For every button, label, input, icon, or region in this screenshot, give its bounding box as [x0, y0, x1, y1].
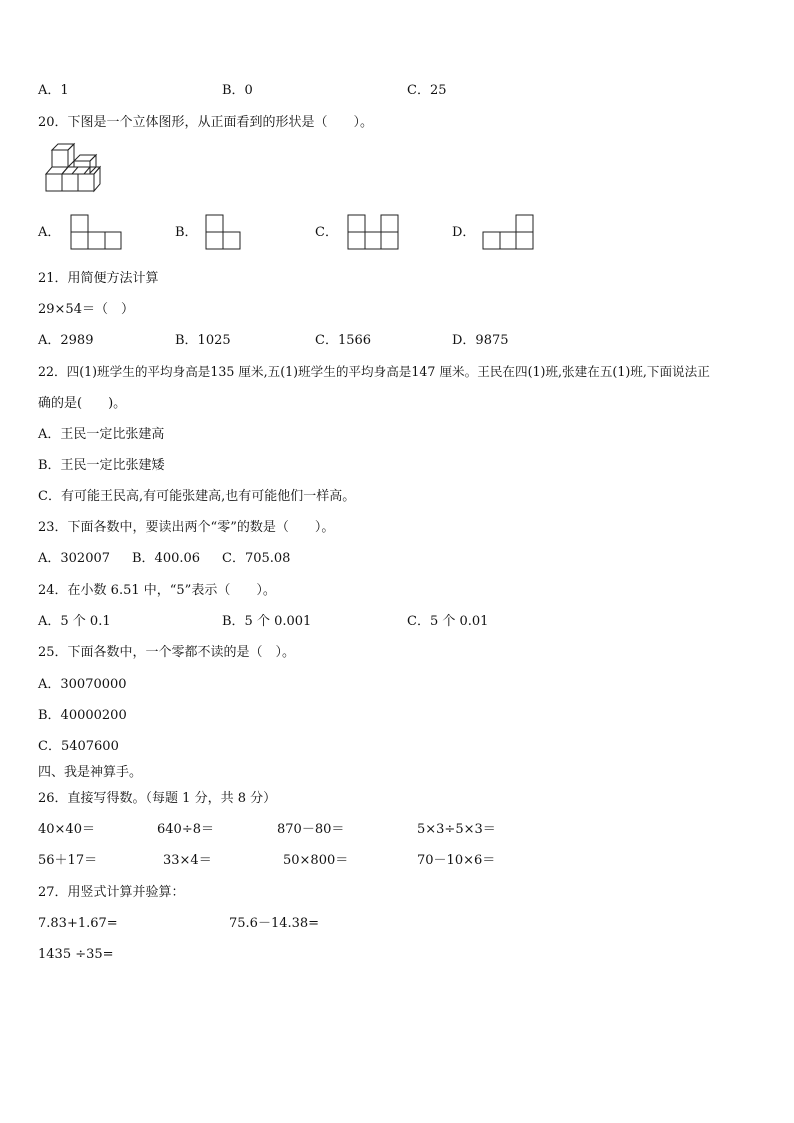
q24-option-c: C．5 个 0.01 — [407, 614, 489, 629]
section-4-title: 四、我是神算手。 — [38, 765, 143, 780]
q22-option-a: A．王民一定比张建高 — [38, 427, 165, 442]
q22-stem-line1: 22．四(1)班学生的平均身高是135 厘米,五(1)班学生的平均身高是147 厘米。王民在四(1)班,张建在五(1)班,下面说法正 — [38, 364, 710, 379]
q19-option-b: B．0 — [222, 83, 253, 98]
q26-item-5: 56＋17＝ — [38, 853, 98, 868]
q20-option-c-label: C． — [315, 225, 338, 240]
q27-item-3: 1435 ÷35= — [38, 947, 114, 962]
q23-option-c: C．705.08 — [222, 551, 291, 566]
q27-stem: 27．用竖式计算并验算： — [38, 885, 185, 900]
q21-option-b: B．1025 — [175, 333, 231, 348]
q24-option-b: B．5 个 0.001 — [222, 614, 312, 629]
q25-option-a: A．30070000 — [38, 677, 127, 692]
q21-option-c: C．1566 — [315, 333, 372, 348]
q26-stem: 26．直接写得数。（每题 1 分，共 8 分） — [38, 791, 277, 806]
q23-option-a: A．302007 — [38, 551, 111, 566]
q21-expression: 29×54＝（ ） — [38, 302, 134, 317]
q26-item-8: 70－10×6＝ — [417, 853, 496, 868]
q21-option-a: A．2989 — [38, 333, 94, 348]
q26-item-3: 870－80＝ — [277, 822, 345, 837]
q19-option-a: A．1 — [38, 83, 69, 98]
q22-option-b: B．王民一定比张建矮 — [38, 458, 165, 473]
q20-option-b-shape — [205, 214, 241, 250]
q26-item-2: 640÷8＝ — [157, 822, 214, 837]
q23-option-b: B．400.06 — [132, 551, 201, 566]
q24-stem: 24．在小数 6.51 中，“5”表示（ ）。 — [38, 583, 276, 598]
q24-option-a: A．5 个 0.1 — [38, 614, 111, 629]
q21-option-d: D．9875 — [452, 333, 509, 348]
q22-stem-line2: 确的是( )。 — [38, 396, 127, 411]
q20-option-a-shape — [70, 214, 122, 250]
q20-option-d-shape — [482, 214, 534, 250]
q20-option-a-label: A． — [38, 225, 61, 240]
q27-item-2: 75.6－14.38= — [229, 916, 320, 931]
q22-option-c: C．有可能王民高,有可能张建高,也有可能他们一样高。 — [38, 489, 356, 504]
q25-option-c: C．5407600 — [38, 739, 119, 754]
q20-option-d-label: D． — [452, 225, 476, 240]
q19-option-c: C．25 — [407, 83, 447, 98]
q20-stem: 20．下图是一个立体图形，从正面看到的形状是（ ）。 — [38, 115, 374, 130]
q26-item-1: 40×40＝ — [38, 822, 95, 837]
q26-item-6: 33×4＝ — [163, 853, 212, 868]
q26-item-4: 5×3÷5×3＝ — [417, 822, 496, 837]
q25-stem: 25．下面各数中，一个零都不读的是（ ）。 — [38, 645, 296, 660]
q25-option-b: B．40000200 — [38, 708, 127, 723]
q20-option-b-label: B． — [175, 225, 198, 240]
q21-stem: 21．用简便方法计算 — [38, 271, 159, 286]
q20-solid-figure — [40, 142, 110, 198]
q26-item-7: 50×800＝ — [283, 853, 349, 868]
q23-stem: 23．下面各数中，要读出两个“零”的数是（ ）。 — [38, 520, 335, 535]
q27-item-1: 7.83+1.67= — [38, 916, 118, 931]
q20-option-c-shape — [347, 214, 399, 250]
